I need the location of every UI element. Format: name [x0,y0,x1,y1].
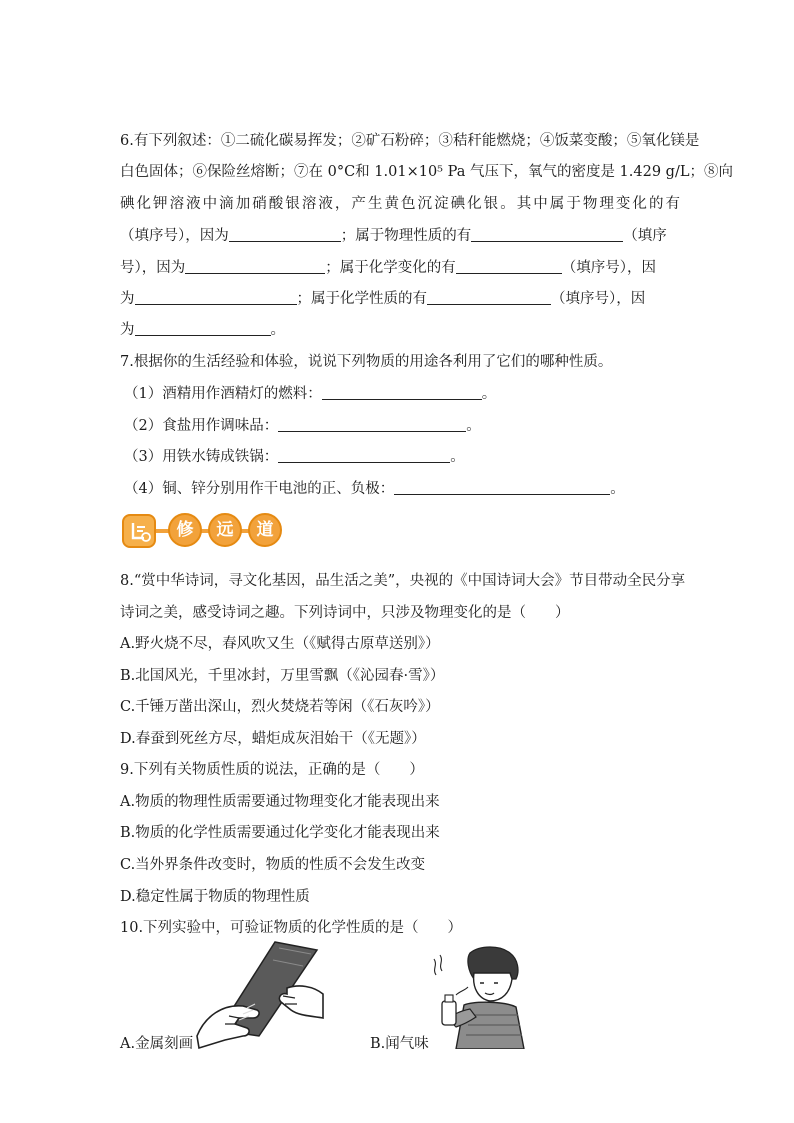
q6-blank-physical-property[interactable] [471,227,623,242]
q6-line-6: 为 ；属于化学性质的有 （填序号），因 [120,291,646,307]
q9-stem: 9.下列有关物质性质的说法，正确的是（ ） [120,762,424,778]
q7-item-4: （4）铜、锌分别用作干电池的正、负极： 。 [124,481,625,497]
q6-blank-chemical-change-reason[interactable] [135,290,297,305]
q6-line-3 [120,194,680,214]
q10-option-a[interactable]: A.金属刻画 [120,1036,194,1052]
q6-line-7: 为 。 [120,322,285,338]
q6-line-5: 号），因为 ；属于化学变化的有 （填序号），因 [120,260,656,276]
q6-text-2: 白色固体；⑥保险丝熔断；⑦在 0°C和 1.01×10⁵ Pa 气压下，氧气的密度是 1.429 g/L；⑧向 [120,164,733,180]
q7-item-3: （3）用铁水铸成铁锅： 。 [124,449,465,465]
q9-option-a[interactable]: A.物质的物理性质需要通过物理变化才能表现出来 [120,794,440,810]
banner-char-3: 道 [248,513,282,547]
metal-scratch-image [195,938,325,1050]
q7-stem: 7.根据你的生活经验和体验，说说下列物质的用途各利用了它们的哪种性质。 [120,354,613,370]
q9-option-b[interactable]: B.物质的化学性质需要通过化学变化才能表现出来 [120,825,440,841]
q6-blank-physical-property-reason[interactable] [185,259,325,274]
q6-text-3: 碘化钾溶液中滴加硝酸银溶液，产生黄色沉淀碘化银。其中属于物理变化的有 [120,196,680,212]
q6-blank-physical-change-reason[interactable] [229,227,341,242]
q8-option-c[interactable]: C.千锤万凿出深山，烈火焚烧若等闲（《石灰吟》） [120,699,440,715]
banner-char-2: 远 [208,513,242,547]
q8-option-a[interactable]: A.野火烧不尽，春风吹又生（《赋得古原草送别》） [120,636,440,652]
q8-stem-line-2: 诗词之美，感受诗词之趣。下列诗词中，只涉及物理变化的是（ ） [120,605,570,621]
q8-option-d[interactable]: D.春蚕到死丝方尽，蜡炬成灰泪始干（《无题》） [120,731,426,747]
q9-option-d[interactable]: D.稳定性属于物质的物理性质 [120,889,310,905]
q9-option-c[interactable]: C.当外界条件改变时，物质的性质不会发生改变 [120,857,426,873]
q6-blank-chemical-change[interactable] [456,259,562,274]
q6-blank-chemical-property-reason[interactable] [135,321,271,336]
banner-char-1: 修 [168,513,202,547]
q7-item-1: （1）酒精用作酒精灯的燃料： 。 [124,386,497,402]
q6-line-4: （填序号），因为 ；属于物理性质的有 （填序 [120,228,667,244]
q6-text-1: 6.有下列叙述：①二硫化碳易挥发；②矿石粉碎；③秸秆能燃烧；④饭菜变酸；⑤氧化镁是 [120,133,700,149]
smell-gas-image [430,945,525,1049]
q6-line-1 [120,131,700,151]
q8-option-b[interactable]: B.北国风光，千里冰封，万里雪飘（《沁园春·雪》） [120,668,445,684]
q6-line-2 [120,162,733,182]
q10-stem: 10.下列实验中，可验证物质的化学性质的是（ ） [120,920,463,936]
q10-option-b[interactable]: B.闻气味 [370,1036,429,1052]
q7-item-2: （2）食盐用作调味品： 。 [124,418,481,434]
q7-blank-4[interactable] [394,480,610,495]
section-banner [122,511,277,551]
banner-logo-icon [122,514,156,548]
q7-blank-1[interactable] [322,385,482,400]
q8-stem-line-1: 8.“赏中华诗词，寻文化基因，品生活之美”，央视的《中国诗词大会》节目带动全民分享 [120,573,686,589]
q7-blank-3[interactable] [278,448,450,463]
q7-blank-2[interactable] [278,417,466,432]
q6-blank-chemical-property[interactable] [427,290,551,305]
